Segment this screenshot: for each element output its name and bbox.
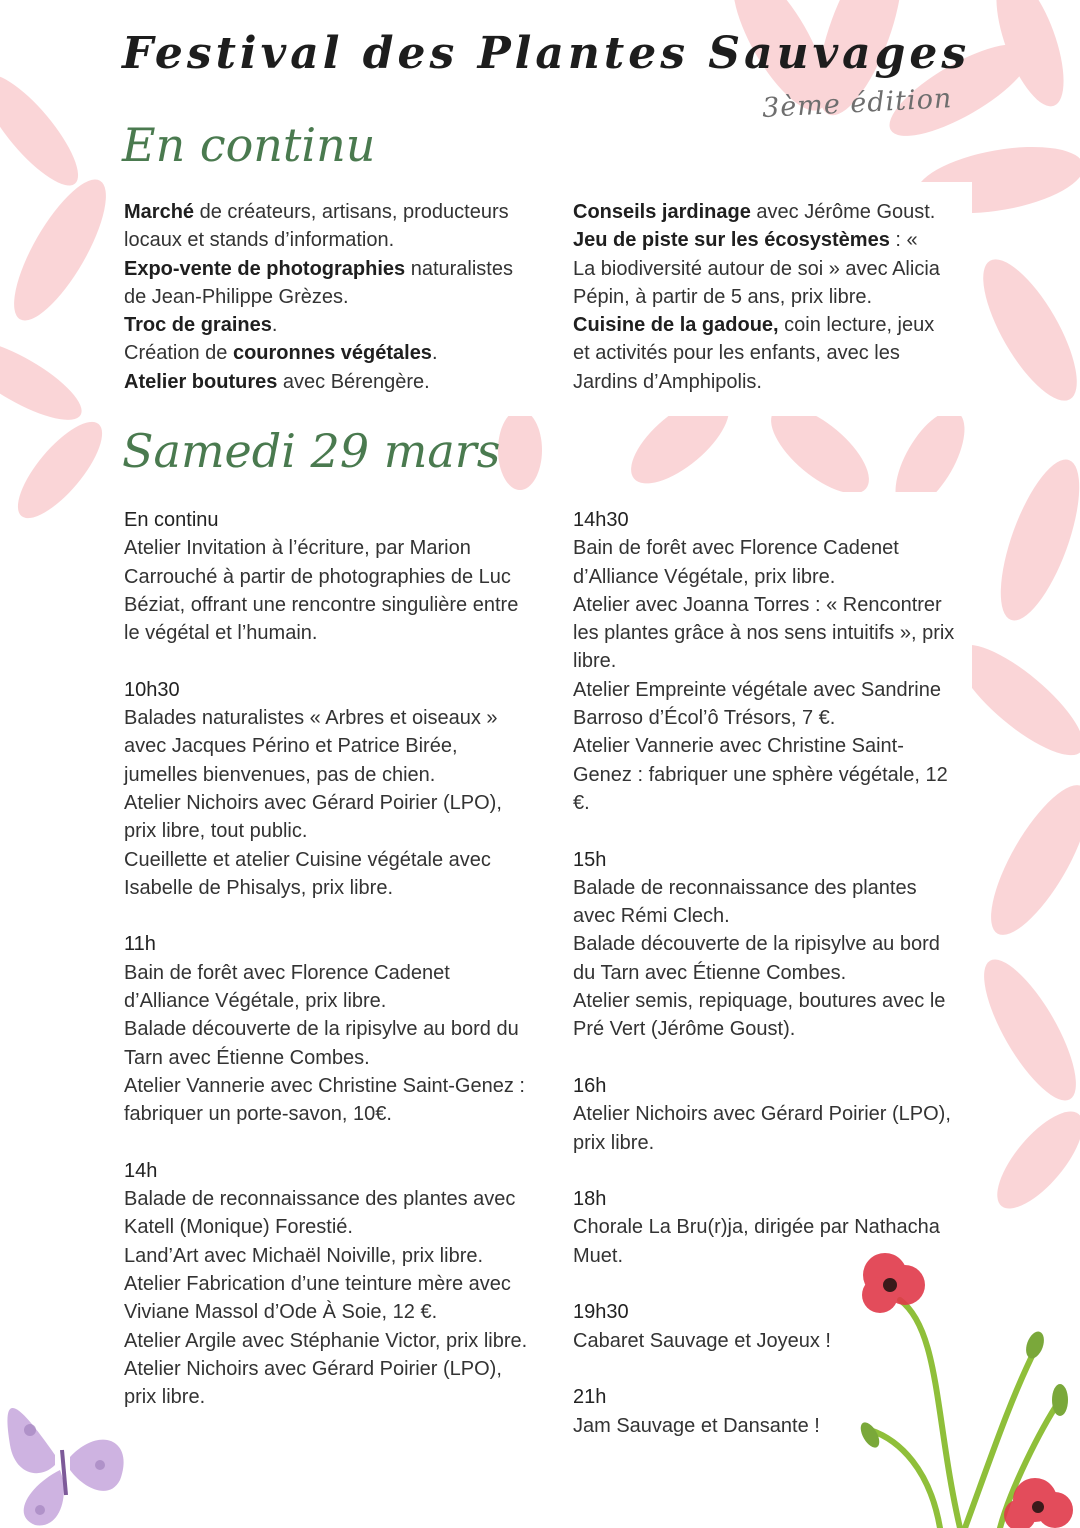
schedule-item: Atelier Argile avec Stéphanie Victor, prix libre. <box>124 1329 528 1352</box>
samedi-left-column <box>124 506 534 1412</box>
time-slot-label: En continu <box>124 509 219 531</box>
activity-name: Jeu de piste sur les écosystèmes <box>573 229 890 252</box>
schedule-item: Bain de forêt avec Florence Cadenet d’Alliance Végétale, prix libre. <box>124 961 450 1013</box>
activity-text: avec Jérôme Goust. <box>750 201 936 223</box>
en-continu-right-column <box>573 198 943 396</box>
activity-name: couronnes végétales <box>232 342 432 365</box>
activity-name: Atelier boutures <box>124 370 278 393</box>
schedule-item: Jam Sauvage et Dansante ! <box>573 1414 820 1437</box>
activity-name: Marché <box>124 201 195 223</box>
activity-entry <box>124 255 529 312</box>
schedule-item: Atelier Nichoirs avec Gérard Poirier (LPO), prix libre. <box>573 1103 951 1154</box>
schedule-item: Atelier semis, repiquage, boutures avec le Pré Vert (Jérôme Goust). <box>573 990 946 1041</box>
activity-text: Création de <box>124 342 233 365</box>
activity-entry <box>573 198 943 226</box>
schedule-item: Atelier Vannerie avec Christine Saint-Genez : fabriquer un porte-savon, 10€. <box>124 1074 525 1126</box>
schedule-item: Bain de forêt avec Florence Cadenet d’Alliance Végétale, prix libre. <box>573 537 899 588</box>
activity-text: : « La biodiversité autour de soi » avec Alicia Pépin, à partir de 5 ans, prix libre. <box>573 229 940 308</box>
time-slot-label: 15h <box>573 848 607 871</box>
activity-text: coin lecture, jeux et activités pour les enfants, avec les Jardins d’Amphipolis. <box>573 314 935 393</box>
time-slot-label: 14h30 <box>573 509 629 531</box>
time-slot-label: 10h30 <box>124 678 180 701</box>
time-slot-label: 18h <box>573 1188 607 1211</box>
schedule-item: Balade de reconnaissance des plantes avec Rémi Clech. <box>573 876 917 928</box>
schedule-item: Atelier Fabrication d’une teinture mère avec Viviane Massol d’Ode À Soie, 12 €. <box>124 1273 511 1324</box>
time-slot-label: 16h <box>573 1074 607 1097</box>
activity-entry <box>573 311 943 396</box>
activity-entry <box>124 311 529 339</box>
activity-entry <box>124 339 529 367</box>
schedule-item: Atelier Nichoirs avec Gérard Poirier (LPO), prix libre, tout public. <box>124 791 502 843</box>
schedule-item: Land’Art avec Michaël Noiville, prix libre. <box>124 1244 484 1267</box>
schedule-item: Cueillette et atelier Cuisine végétale avec Isabelle de Phisalys, prix libre. <box>124 848 491 899</box>
activity-text: . <box>431 342 438 365</box>
activity-name: Troc de graines <box>124 314 272 337</box>
schedule-item: Cabaret Sauvage et Joyeux ! <box>573 1329 831 1352</box>
schedule-item: Atelier Vannerie avec Christine Saint-Genez : fabriquer une sphère végétale, 12 €. <box>573 735 948 814</box>
festival-title: Festival des Plantes Sauvages <box>122 28 971 79</box>
time-slot-label: 11h <box>124 933 156 956</box>
activity-entry <box>124 368 529 396</box>
butterfly-icon <box>0 1385 140 1528</box>
activity-name: Expo-vente de photographies <box>124 257 406 280</box>
schedule-item: Atelier avec Joanna Torres : « Rencontrer les plantes grâce à nos sens intuitifs », prix libre. <box>573 593 955 673</box>
schedule-item: Atelier Nichoirs avec Gérard Poirier (LPO), prix libre. <box>124 1357 502 1409</box>
activity-entry <box>573 226 943 311</box>
activity-text: avec Bérengère. <box>277 370 430 393</box>
schedule-item: Balades naturalistes « Arbres et oiseaux » avec Jacques Périno et Patrice Birée, jumelles bienvenues, pas de chien. <box>124 707 498 786</box>
activity-text: . <box>271 314 278 337</box>
schedule-item: Atelier Empreinte végétale avec Sandrine Barroso d’Écol’ô Trésors, 7 €. <box>573 678 941 730</box>
schedule-item: Balade découverte de la ripisylve au bord du Tarn avec Étienne Combes. <box>573 933 940 984</box>
activity-text: de créateurs, artisans, producteurs locaux et stands d’information. <box>124 201 509 252</box>
time-slot-label: 14h <box>124 1159 158 1182</box>
activity-name: Conseils jardinage <box>573 201 751 223</box>
activity-entry <box>124 198 529 255</box>
time-slot-label: 19h30 <box>573 1301 629 1324</box>
activity-name: Cuisine de la gadoue, <box>573 314 779 337</box>
schedule-item: Balade de reconnaissance des plantes avec Katell (Monique) Forestié. <box>124 1188 516 1239</box>
schedule-item: Balade découverte de la ripisylve au bord du Tarn avec Étienne Combes. <box>124 1018 519 1069</box>
schedule-item: Chorale La Bru(r)ja, dirigée par Nathacha Muet. <box>573 1216 940 1267</box>
samedi-heading: Samedi 29 mars <box>122 424 501 478</box>
en-continu-heading: En continu <box>122 118 376 172</box>
en-continu-left-column <box>124 198 529 396</box>
edition-label: 3ème édition <box>761 83 954 124</box>
activity-text: naturalistes de Jean-Philippe Grèzes. <box>124 257 513 308</box>
schedule-item: Atelier Invitation à l’écriture, par Marion Carrouché à partir de photographies de Luc Béziat, offrant une rencontre singulière entre le végétal et l’humain. <box>124 537 519 645</box>
time-slot-label: 21h <box>573 1386 607 1409</box>
poppy-flowers-icon <box>840 1240 1080 1528</box>
